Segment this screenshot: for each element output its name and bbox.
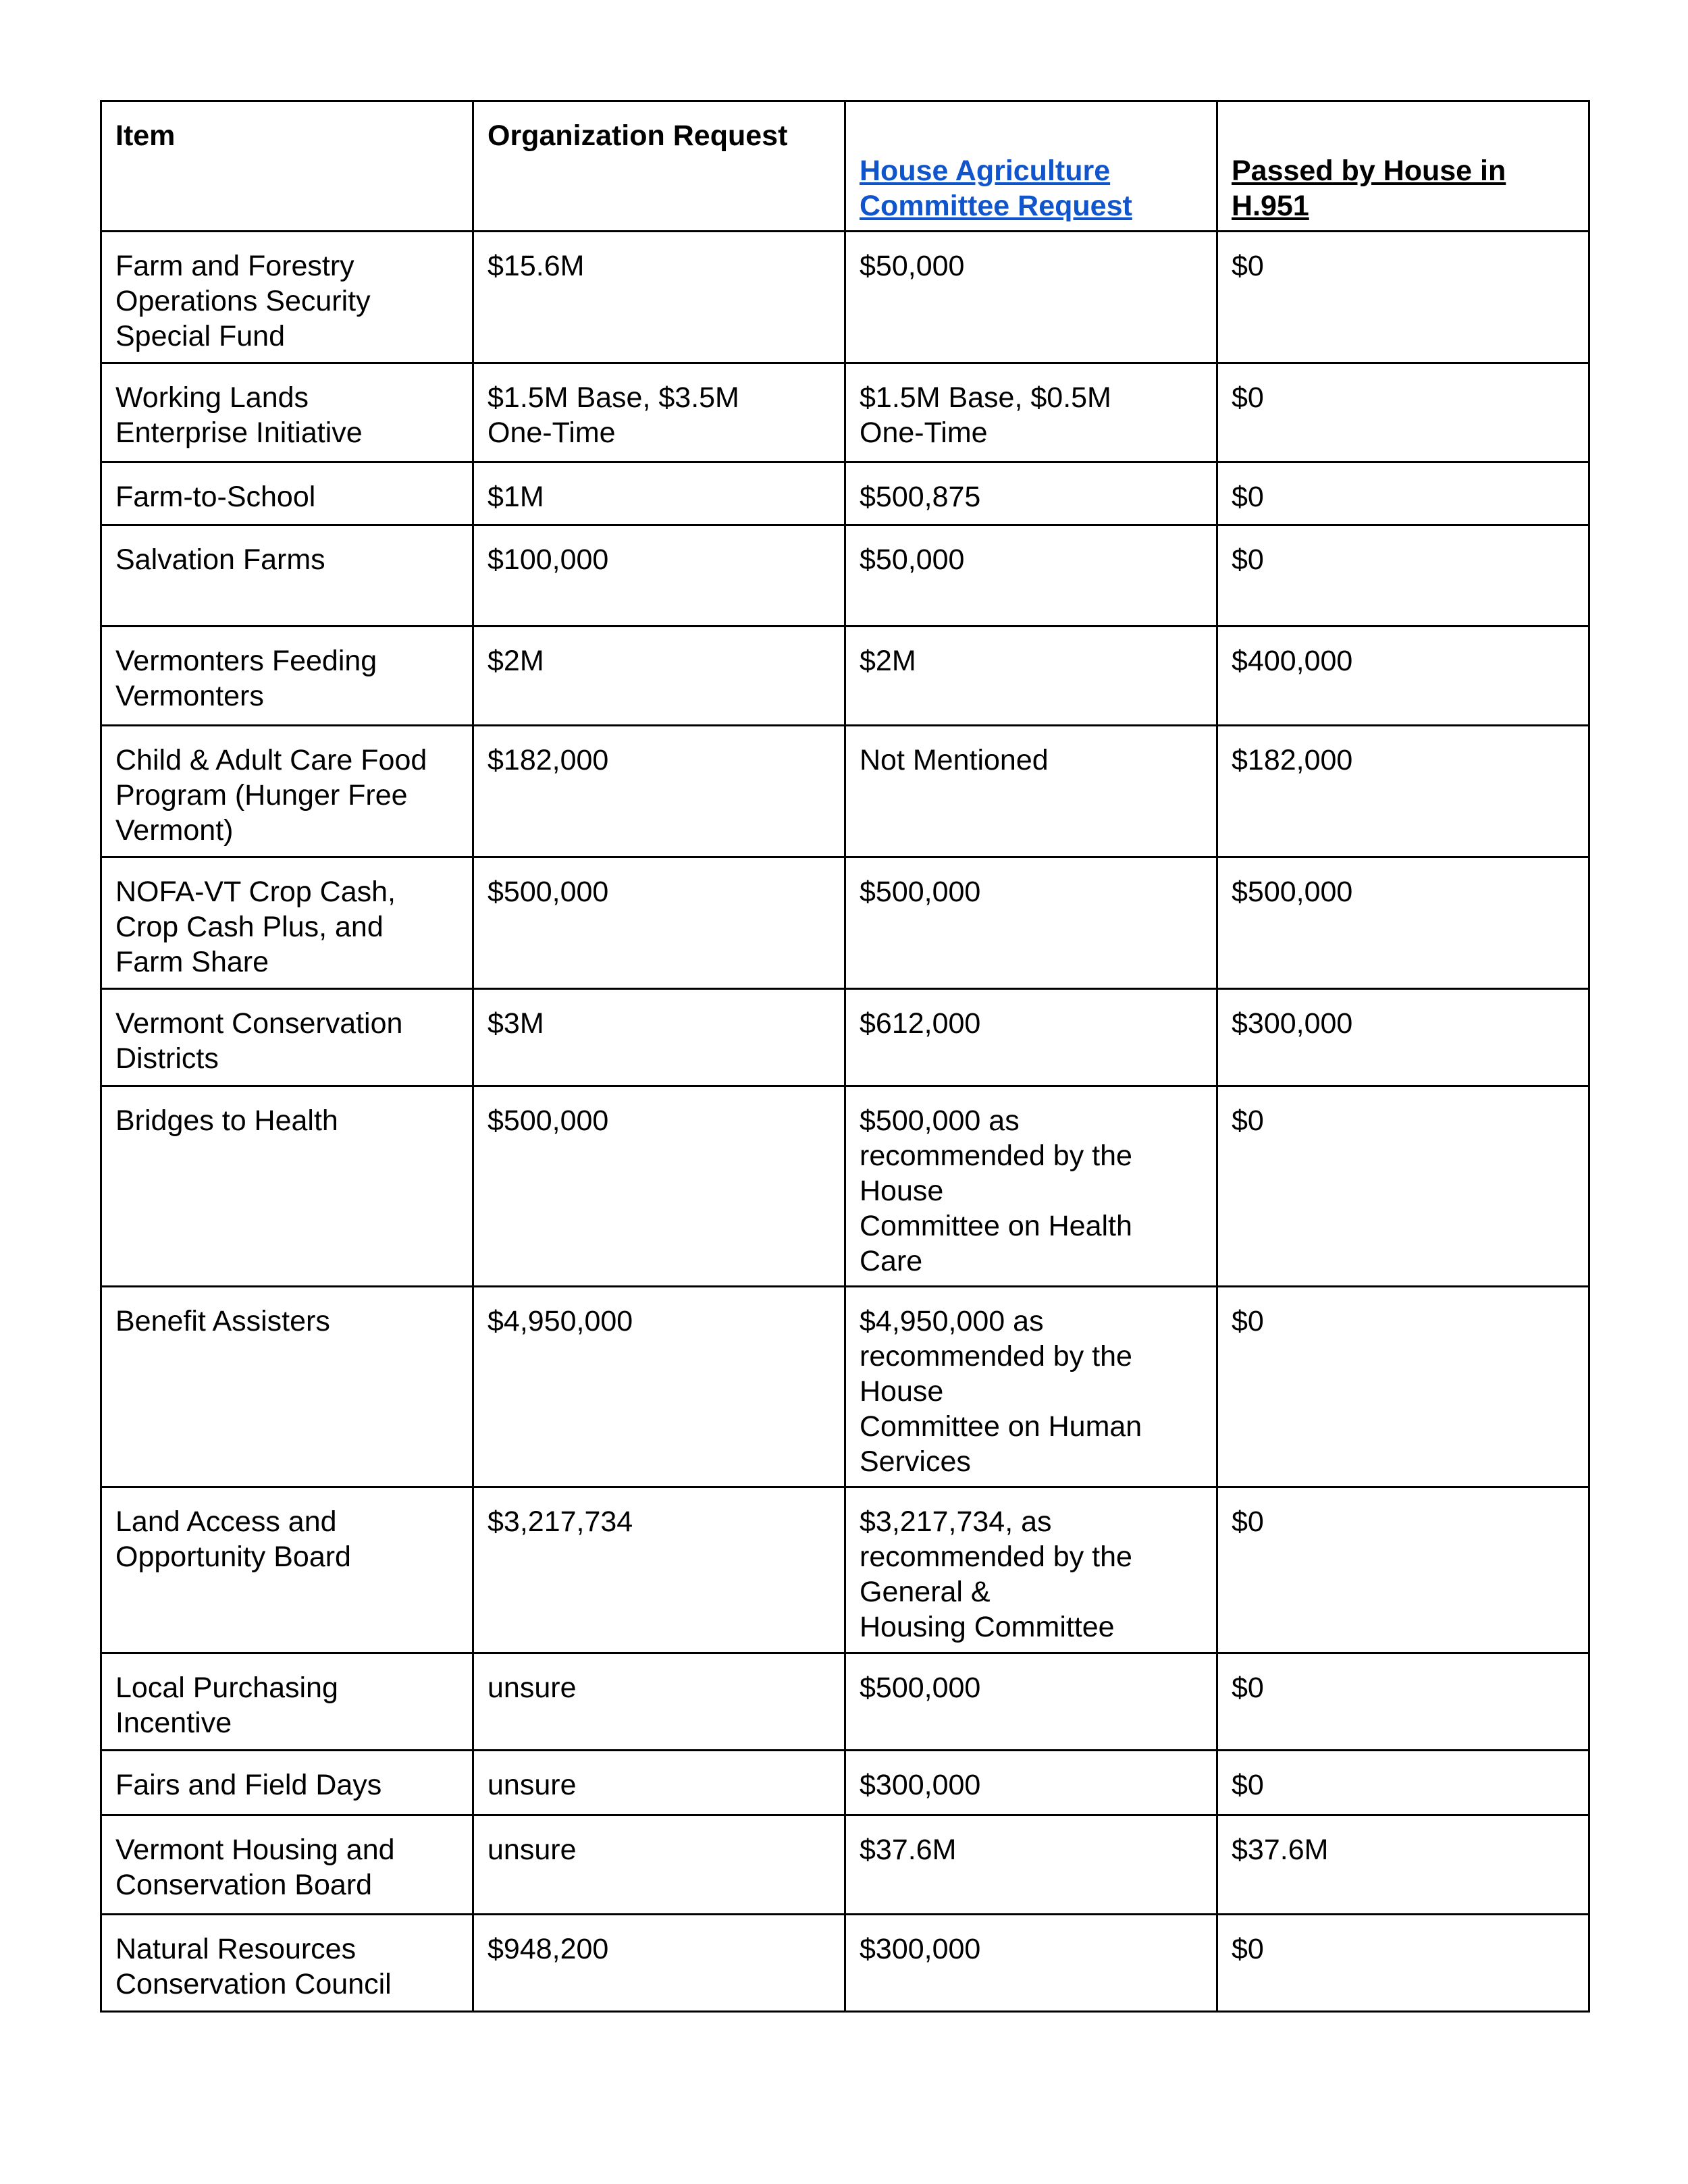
cell-organization-request: $15.6M	[473, 232, 845, 363]
cell-house-ag-committee-request: $500,000	[845, 857, 1217, 989]
cell-organization-request: $3M	[473, 989, 845, 1086]
cell-house-ag-committee-request: $1.5M Base, $0.5M One-Time	[845, 363, 1217, 462]
header-item: Item	[101, 101, 473, 232]
cell-organization-request: $182,000	[473, 726, 845, 857]
cell-organization-request: $1M	[473, 462, 845, 525]
table-row	[101, 1815, 1589, 1915]
cell-organization-request: $500,000	[473, 1086, 845, 1287]
house-agriculture-committee-request-link[interactable]: House Agriculture Committee Request	[860, 155, 1132, 222]
header-house-agriculture-committee-request[interactable]	[845, 101, 1217, 232]
cell-passed-by-house: $0	[1217, 363, 1589, 462]
cell-item: Farm and Forestry Operations Security Special Fund	[101, 232, 473, 363]
header-organization-request: Organization Request	[473, 101, 845, 232]
cell-passed-by-house: $37.6M	[1217, 1815, 1589, 1915]
cell-item: Land Access and Opportunity Board	[101, 1487, 473, 1653]
cell-passed-by-house: $0	[1217, 1287, 1589, 1487]
cell-item: Working Lands Enterprise Initiative	[101, 363, 473, 462]
cell-house-ag-committee-request: $500,875	[845, 462, 1217, 525]
table-header	[101, 101, 1589, 232]
cell-organization-request: $500,000	[473, 857, 845, 989]
cell-organization-request: $100,000	[473, 525, 845, 627]
cell-item: Vermont Conservation Districts	[101, 989, 473, 1086]
table-body	[101, 232, 1589, 2012]
table-row	[101, 989, 1589, 1086]
table-row	[101, 363, 1589, 462]
cell-passed-by-house: $0	[1217, 232, 1589, 363]
table-row	[101, 525, 1589, 627]
table-row	[101, 857, 1589, 989]
cell-house-ag-committee-request: $37.6M	[845, 1815, 1217, 1915]
table-row	[101, 726, 1589, 857]
cell-passed-by-house: $0	[1217, 1086, 1589, 1287]
cell-passed-by-house: $0	[1217, 525, 1589, 627]
cell-house-ag-committee-request: $612,000	[845, 989, 1217, 1086]
cell-house-ag-committee-request: $50,000	[845, 525, 1217, 627]
cell-item: Vermonters Feeding Vermonters	[101, 627, 473, 726]
cell-organization-request: $3,217,734	[473, 1487, 845, 1653]
cell-item: Local Purchasing Incentive	[101, 1653, 473, 1751]
cell-organization-request: unsure	[473, 1653, 845, 1751]
table-row	[101, 1487, 1589, 1653]
budget-table	[100, 100, 1590, 2013]
cell-house-ag-committee-request: Not Mentioned	[845, 726, 1217, 857]
cell-passed-by-house: $400,000	[1217, 627, 1589, 726]
cell-passed-by-house: $0	[1217, 1487, 1589, 1653]
table-row	[101, 1751, 1589, 1815]
cell-item: Fairs and Field Days	[101, 1751, 473, 1815]
cell-passed-by-house: $0	[1217, 1751, 1589, 1815]
cell-house-ag-committee-request: $300,000	[845, 1915, 1217, 2012]
cell-house-ag-committee-request: $300,000	[845, 1751, 1217, 1815]
cell-organization-request: unsure	[473, 1751, 845, 1815]
table-row	[101, 462, 1589, 525]
table-row	[101, 1653, 1589, 1751]
cell-item: NOFA-VT Crop Cash, Crop Cash Plus, and Farm Share	[101, 857, 473, 989]
passed-by-house-label: Passed by House in H.951	[1232, 155, 1506, 222]
cell-organization-request: $948,200	[473, 1915, 845, 2012]
cell-passed-by-house: $0	[1217, 1653, 1589, 1751]
cell-house-ag-committee-request: $500,000	[845, 1653, 1217, 1751]
cell-house-ag-committee-request: $2M	[845, 627, 1217, 726]
header-passed-by-house	[1217, 101, 1589, 232]
cell-passed-by-house: $0	[1217, 462, 1589, 525]
cell-item: Natural Resources Conservation Council	[101, 1915, 473, 2012]
cell-organization-request: $4,950,000	[473, 1287, 845, 1487]
table-row	[101, 232, 1589, 363]
cell-item: Bridges to Health	[101, 1086, 473, 1287]
cell-house-ag-committee-request: $500,000 as recommended by the House Committee on Health Care	[845, 1086, 1217, 1287]
table-row	[101, 1287, 1589, 1487]
cell-organization-request: $1.5M Base, $3.5M One-Time	[473, 363, 845, 462]
cell-organization-request: $2M	[473, 627, 845, 726]
cell-passed-by-house: $500,000	[1217, 857, 1589, 989]
cell-house-ag-committee-request: $4,950,000 as recommended by the House Committee on Human Services	[845, 1287, 1217, 1487]
cell-passed-by-house: $0	[1217, 1915, 1589, 2012]
cell-organization-request: unsure	[473, 1815, 845, 1915]
cell-item: Child & Adult Care Food Program (Hunger Free Vermont)	[101, 726, 473, 857]
table-row	[101, 1086, 1589, 1287]
cell-item: Farm-to-School	[101, 462, 473, 525]
cell-item: Vermont Housing and Conservation Board	[101, 1815, 473, 1915]
cell-passed-by-house: $182,000	[1217, 726, 1589, 857]
cell-passed-by-house: $300,000	[1217, 989, 1589, 1086]
table-row	[101, 627, 1589, 726]
table-row	[101, 1915, 1589, 2012]
cell-house-ag-committee-request: $3,217,734, as recommended by the General & Housing Committee	[845, 1487, 1217, 1653]
cell-house-ag-committee-request: $50,000	[845, 232, 1217, 363]
cell-item: Salvation Farms	[101, 525, 473, 627]
header-row	[101, 101, 1589, 232]
cell-item: Benefit Assisters	[101, 1287, 473, 1487]
